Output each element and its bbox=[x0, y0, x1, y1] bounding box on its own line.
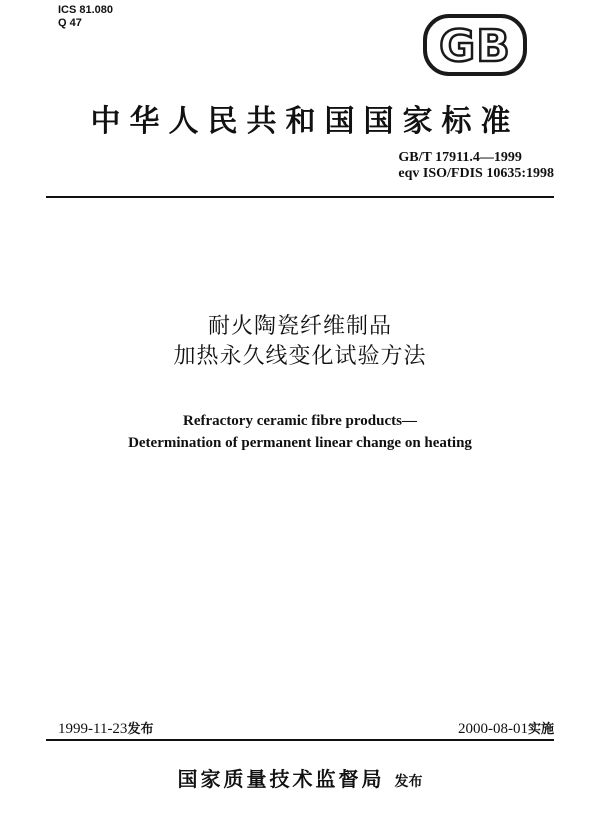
chinese-title-line-1: 耐火陶瓷纤维制品 bbox=[207, 314, 392, 339]
footer-divider bbox=[46, 739, 554, 741]
issue-date-value: 1999-11-23 bbox=[58, 721, 128, 737]
ics-code: ICS 81.080 bbox=[58, 4, 114, 16]
standard-code: GB/T 17911.4—1999 bbox=[398, 150, 522, 165]
standard-numbers bbox=[398, 150, 554, 182]
publisher-name: 国家质量技术监督局 bbox=[177, 767, 385, 791]
chinese-title bbox=[0, 312, 600, 372]
issue-date bbox=[58, 718, 153, 738]
gb-logo bbox=[423, 14, 527, 76]
english-title bbox=[0, 410, 600, 454]
implementation-date-value: 2000-08-01 bbox=[457, 721, 528, 737]
publisher bbox=[0, 763, 600, 792]
logo-text: GB bbox=[439, 21, 511, 72]
english-title-line-2: Determination of permanent linear change on heating bbox=[128, 435, 472, 451]
national-standard-title: 中华人民共和国国家标准 bbox=[90, 104, 520, 139]
chinese-title-line-2: 加热永久线变化试验方法 bbox=[173, 344, 427, 369]
publisher-label: 发布 bbox=[394, 774, 423, 790]
ccs-code: Q 47 bbox=[58, 17, 82, 29]
header-divider bbox=[46, 196, 554, 198]
equivalent-standard: eqv ISO/FDIS 10635:1998 bbox=[398, 166, 554, 181]
implementation-date bbox=[458, 718, 554, 738]
english-title-line-1: Refractory ceramic fibre products— bbox=[183, 413, 417, 429]
classification-codes bbox=[58, 4, 113, 30]
implementation-label: 实施 bbox=[527, 722, 554, 737]
issue-label: 发布 bbox=[127, 722, 154, 737]
